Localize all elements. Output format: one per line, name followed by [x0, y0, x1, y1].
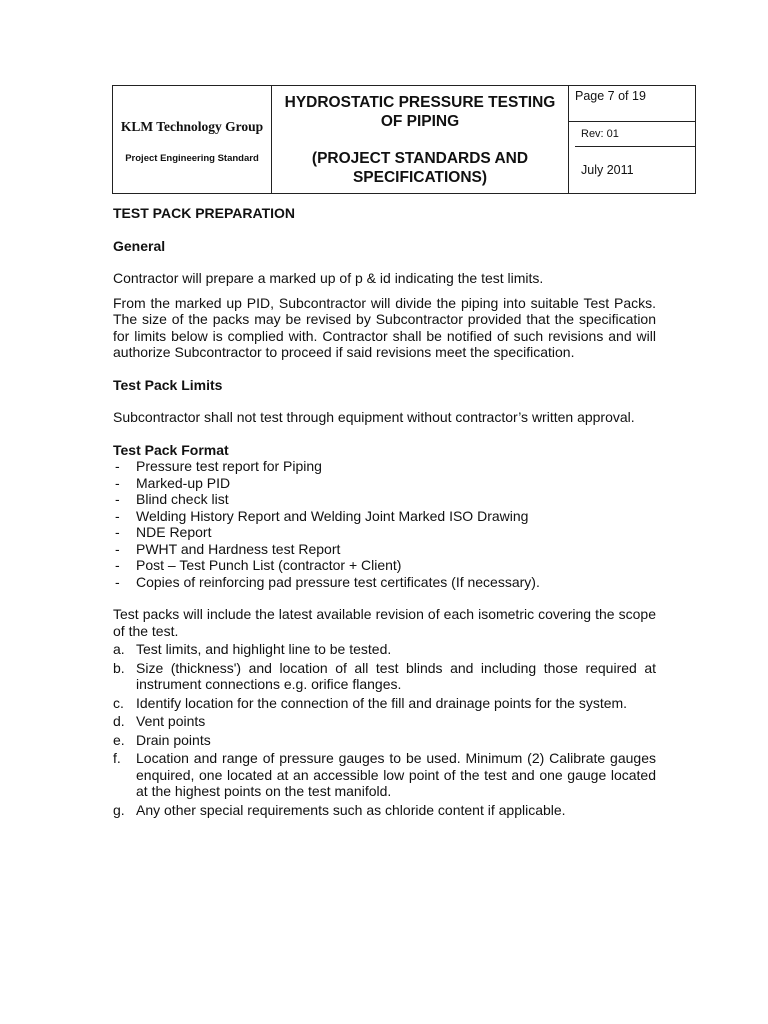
- title-cell: [272, 86, 569, 194]
- list-text: Identify location for the connection of the fill and drainage points for the system.: [136, 694, 628, 711]
- list-item: [113, 641, 656, 658]
- page-number: Page 7 of 19: [569, 86, 696, 122]
- list-item: [113, 802, 656, 819]
- list-item: - Welding History Report and Welding Joint Marked ISO Drawing: [113, 508, 656, 525]
- meta-cell: [569, 122, 696, 194]
- general-paragraph-1: Contractor will prepare a marked up of p & id indicating the test limits.: [113, 270, 544, 286]
- list-text: Location and range of pressure gauges to be used. Minimum (2) Calibrate gauges enquired, one located at an accessible low point of the test and one gauge located at the highest points on the test manifold.: [136, 750, 656, 799]
- list-item: - NDE Report: [113, 524, 656, 541]
- list-item: - PWHT and Hardness test Report: [113, 541, 656, 558]
- format-list: [113, 458, 656, 590]
- company-standard: Project Engineering Standard: [125, 152, 259, 164]
- list-marker: c.: [113, 694, 124, 711]
- revision: Rev: 01: [575, 122, 695, 147]
- list-item: - Blind check list: [113, 491, 656, 508]
- limits-paragraph: Subcontractor shall not test through equipment without contractor’s written approval.: [113, 409, 635, 425]
- document-title: HYDROSTATIC PRESSURE TESTING OF PIPING: [284, 93, 556, 130]
- list-text: Test limits, and highlight line to be tested.: [136, 641, 392, 657]
- list-text: Any other special requirements such as chloride content if applicable.: [136, 801, 566, 818]
- document-header: [112, 85, 696, 194]
- list-item: [113, 695, 656, 712]
- list-item: - Post – Test Punch List (contractor + Client): [113, 557, 656, 574]
- general-paragraph-2: From the marked up PID, Subcontractor will divide the piping into suitable Test Packs. The size of the packs may be revised by Subcontractor provided that the specification for limits below is complied with. Contractor shall be notified of such revisions and will authorize Subcontractor to proceed if said revisions meet the specification.: [113, 294, 656, 360]
- meta-subtable: [575, 122, 695, 193]
- list-marker: e.: [113, 731, 125, 748]
- heading-test-pack-format: Test Pack Format: [113, 441, 229, 458]
- list-item: - Marked-up PID: [113, 475, 656, 492]
- list-item: [113, 713, 656, 730]
- list-item: [113, 660, 656, 693]
- list-marker: f.: [113, 750, 121, 766]
- list-item: [113, 732, 656, 749]
- include-list: [113, 641, 656, 818]
- section-title: TEST PACK PREPARATION: [113, 205, 296, 221]
- list-marker: b.: [113, 659, 125, 676]
- list-item: - Copies of reinforcing pad pressure test certificates (If necessary).: [113, 574, 656, 591]
- heading-test-pack-limits: Test Pack Limits: [113, 376, 223, 393]
- list-marker: a.: [113, 641, 125, 657]
- document-body: [113, 205, 656, 818]
- list-text: Size (thickness') and location of all test blinds and including those required at instrument connections e.g. orifice flanges.: [136, 659, 656, 692]
- list-text: Drain points: [136, 731, 211, 748]
- issue-date: July 2011: [581, 163, 634, 177]
- list-item: [113, 750, 656, 800]
- heading-general: General: [113, 237, 166, 254]
- include-intro: Test packs will include the latest available revision of each isometric covering the scope of the test.: [113, 606, 656, 639]
- list-item: - Pressure test report for Piping: [113, 458, 656, 475]
- company-cell: [113, 86, 272, 194]
- document-subtitle: (PROJECT STANDARDS AND SPECIFICATIONS): [311, 149, 529, 186]
- company-name: KLM Technology Group: [120, 118, 264, 134]
- list-text: Vent points: [136, 713, 206, 729]
- list-marker: g.: [113, 801, 125, 818]
- list-marker: d.: [113, 713, 125, 729]
